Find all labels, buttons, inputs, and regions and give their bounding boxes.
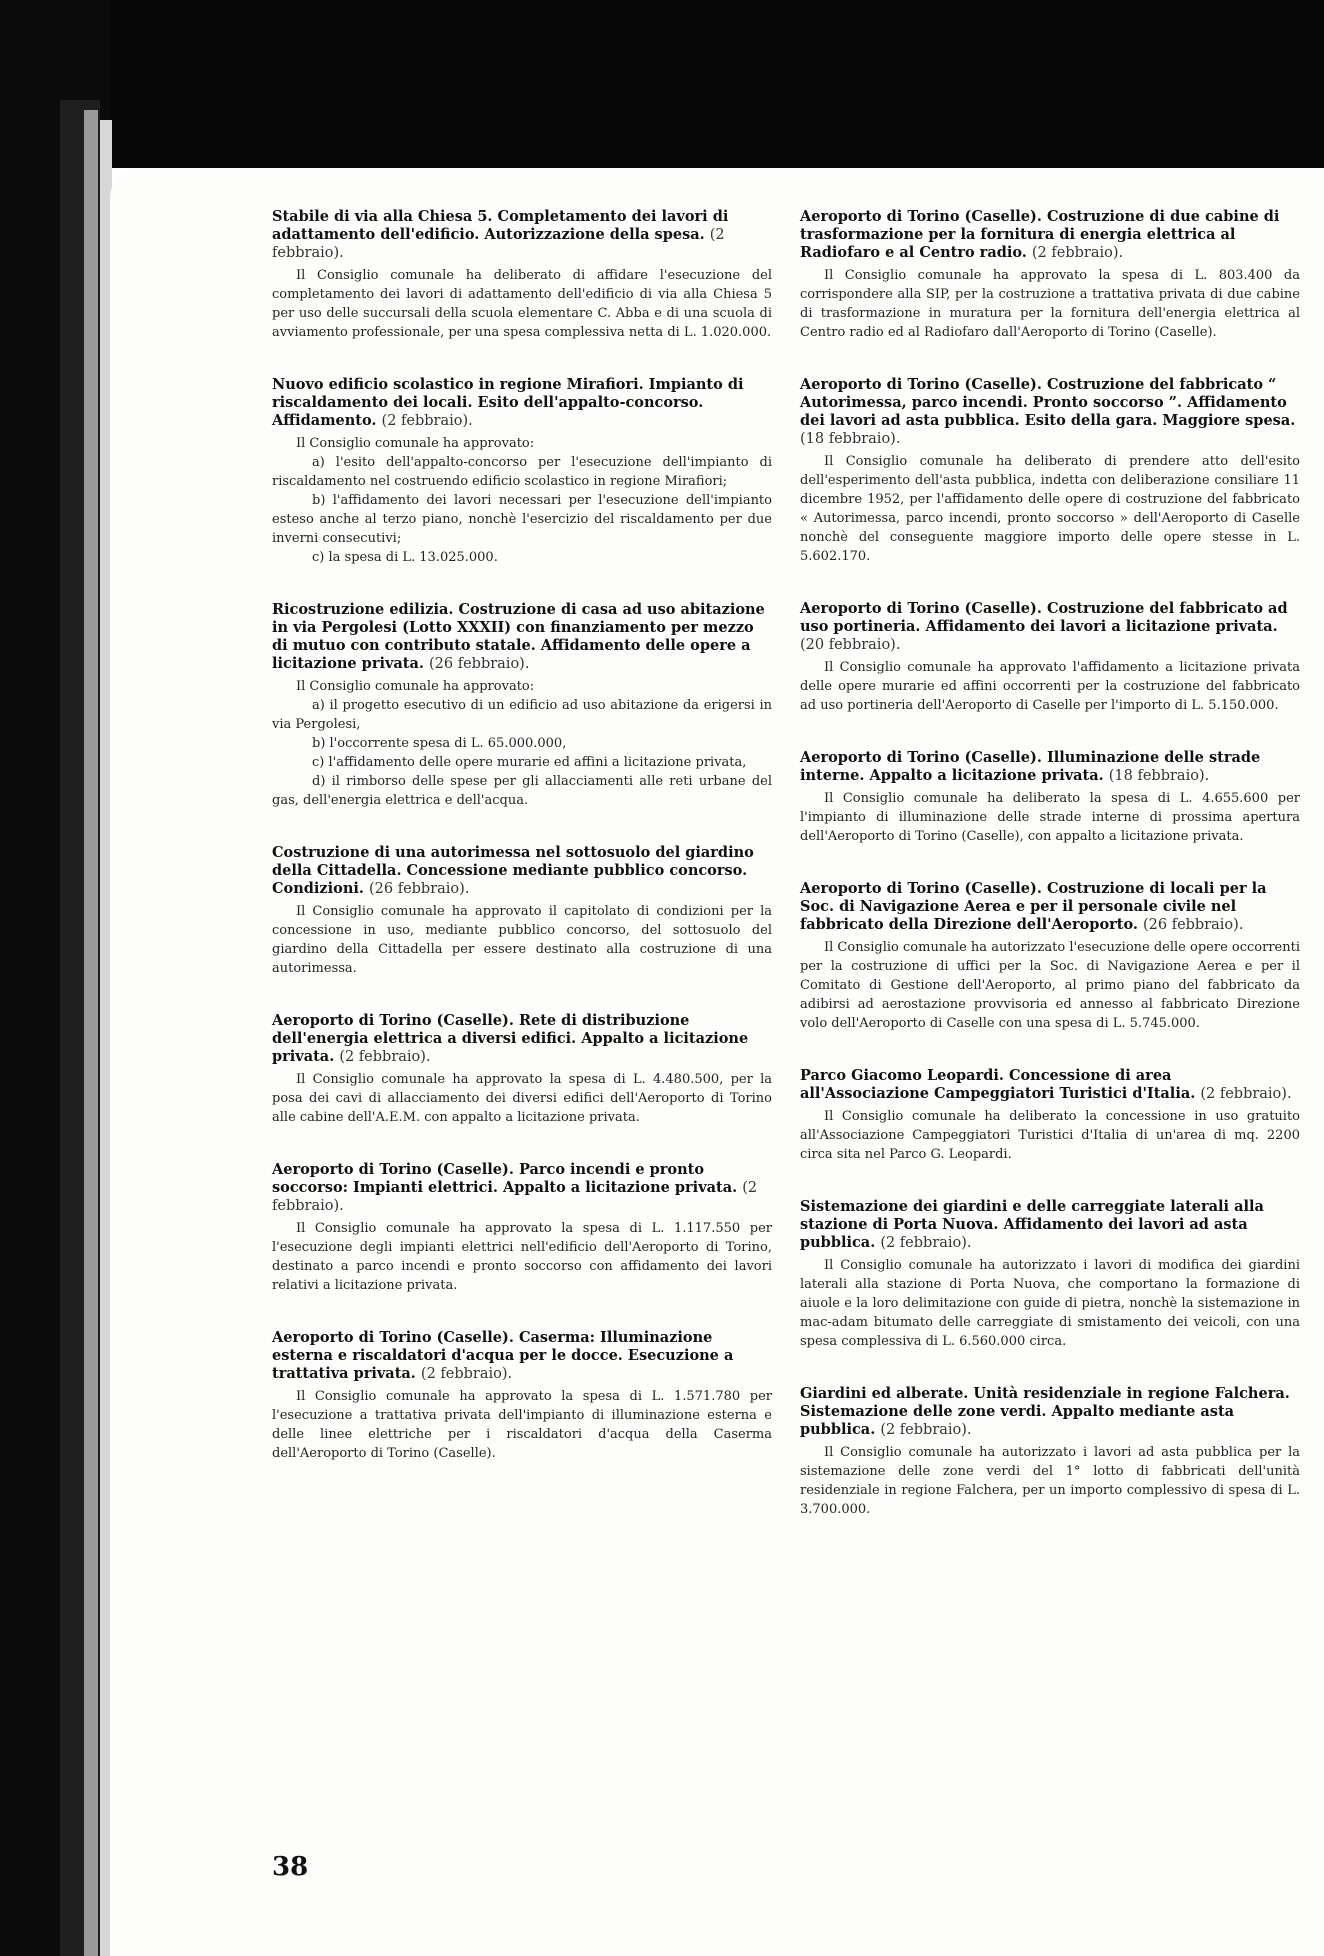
entry-date: (2 febbraio). [339,1049,431,1065]
entry-paragraph: a) il progetto esecutivo di un edificio ad uso abitazione da erigersi in via Pergolesi, [272,698,772,732]
entry [800,1385,1300,1519]
entry-heading [272,1012,772,1066]
entry-paragraph: Il Consiglio comunale ha deliberato la concessione in uso gratuito all'Associazione Campeggiatori Turistici d'Italia di un'area di mq. 2200 circa sita nel Parco G. Leopardi. [800,1109,1300,1162]
entry-paragraph: Il Consiglio comunale ha approvato: [296,436,535,451]
entry [272,601,772,810]
entry-heading [800,1198,1300,1252]
entry-title: Aeroporto di Torino (Caselle). Illuminazione delle strade interne. Appalto a licitazione privata. [800,749,1261,784]
entry-paragraph: Il Consiglio comunale ha approvato il capitolato di condizioni per la concessione in uso, mediante pubblico concorso, del sottosuolo del giardino della Cittadella per essere destinato alla costruzione di una autorimessa. [272,904,772,976]
entry-paragraph: Il Consiglio comunale ha approvato l'affidamento a licitazione privata delle opere murarie ed affini occorrenti per la costruzione del fabbricato ad uso portineria dell'Aeroporto di Caselle per l'importo di L. 5.150.000. [800,660,1300,713]
entry-date: (18 febbraio). [800,431,901,447]
entry-title: Aeroporto di Torino (Caselle). Costruzione del fabbricato ad uso portineria. Affidamento dei lavori a licitazione privata. [800,600,1288,635]
entry-date: (2 febbraio). [272,1180,758,1214]
entry-body [800,789,1300,846]
page-edge-gray [84,110,98,1956]
entry-paragraph: b) l'occorrente spesa di L. 65.000.000, [312,736,567,751]
entry-heading [272,376,772,430]
entry-heading [800,600,1300,654]
entry-body [800,452,1300,566]
entry-paragraph: Il Consiglio comunale ha approvato la spesa di L. 1.117.550 per l'esecuzione degli impianti elettrici nell'edificio dell'Aeroporto di Torino, destinato a parco incendi e pronto soccorso con affidamento dei lavori relativi a licitazione privata. [272,1221,772,1293]
entry-date: (2 febbraio). [420,1366,513,1382]
entry [272,1012,772,1127]
entry-paragraph: b) l'affidamento dei lavori necessari per l'esecuzione dell'impianto esteso anche al terzo piano, nonchè l'esercizio del riscaldamento per due inverni consecutivi; [272,493,772,546]
entry-paragraph: Il Consiglio comunale ha autorizzato i lavori ad asta pubblica per la sistemazione delle zone verdi del 1° lotto di fabbricati dell'unità residenziale in regione Falchera, per un importo complessivo di spesa di L. 3.700.000. [800,1445,1300,1517]
entry-body [272,902,772,978]
entry-paragraph: Il Consiglio comunale ha deliberato la spesa di L. 4.655.600 per l'impianto di illuminazione delle strade interne di prossima apertura dell'Aeroporto di Torino (Caselle), con appalto a licitazione privata. [800,791,1300,844]
entry-paragraph: Il Consiglio comunale ha approvato: [296,679,535,694]
entry-heading [800,880,1300,934]
entry-paragraph: c) l'affidamento delle opere murarie ed affini a licitazione privata, [312,755,747,770]
entry [272,208,772,342]
entry-date: (26 febbraio). [1142,917,1244,933]
entry-heading [800,1067,1300,1103]
scan-border-top [0,0,1324,168]
entry [272,376,772,567]
entry-title: Nuovo edificio scolastico in regione Mirafiori. Impianto di riscaldamento dei locali. Esito dell'appalto-concorso. Affidamento. [272,376,744,429]
entry-title: Aeroporto di Torino (Caselle). Costruzione di due cabine di trasformazione per la fornitura di energia elettrica al Radiofaro e al Centro radio. [800,208,1280,261]
page-number: 38 [272,1852,309,1882]
entry-body [800,938,1300,1033]
left-column [272,208,772,1497]
entry-body [800,658,1300,715]
entry [800,208,1300,342]
entry-body [272,1219,772,1295]
entry-title: Costruzione di una autorimessa nel sottosuolo del giardino della Cittadella. Concessione mediante pubblico concorso. Condizioni. [272,844,754,897]
entry [272,1161,772,1295]
entry-title: Aeroporto di Torino (Caselle). Costruzione del fabbricato “ Autorimessa, parco incendi. Pronto soccorso ”. Affidamento dei lavori ad asta pubblica. Esito della gara. Maggiore spesa. [800,376,1296,429]
entry-date: (26 febbraio). [429,656,530,672]
entry-title: Aeroporto di Torino (Caselle). Costruzione di locali per la Soc. di Navigazione Aerea e per il personale civile nel fabbricato della Direzione dell'Aeroporto. [800,880,1267,933]
entry-body [272,1387,772,1463]
entry-body [272,434,772,567]
entry-paragraph: d) il rimborso delle spese per gli allacciamenti alle reti urbane del gas, dell'energia elettrica e dell'acqua. [272,774,772,808]
entry-date: (26 febbraio). [368,881,470,897]
entry-paragraph: a) l'esito dell'appalto-concorso per l'esecuzione dell'impianto di riscaldamento nel costruendo edificio scolastico in regione Mirafiori; [272,455,772,489]
entry-paragraph: Il Consiglio comunale ha approvato la spesa di L. 803.400 da corrispondere alla SIP, per la costruzione a trattativa privata di due cabine di trasformazione in muratura per la fornitura dell'energia elettrica al Centro radio ed al Radiofaro dall'Aeroporto di Torino (Caselle). [800,268,1300,340]
entry [800,1198,1300,1351]
entry-title: Ricostruzione edilizia. Costruzione di casa ad uso abitazione in via Pergolesi (Lotto XXXII) con finanziamento per mezzo di mutuo con contributo statale. Affidamento delle opere a licitazione privata. [272,601,765,672]
entry-body [272,266,772,342]
entry-date: (18 febbraio). [1108,768,1210,784]
entry-heading [800,208,1300,262]
entry [800,376,1300,566]
entry-heading [800,1385,1300,1439]
entry-title: Stabile di via alla Chiesa 5. Completamento dei lavori di adattamento dell'edificio. Autorizzazione della spesa. [272,208,729,243]
entry-paragraph: Il Consiglio comunale ha approvato la spesa di L. 1.571.780 per l'esecuzione a trattativa privata dell'impianto di illuminazione esterna e delle linee elettriche per i riscaldatori d'acqua della Caserma dell'Aeroporto di Torino (Caselle). [272,1389,772,1461]
entry-date: (2 febbraio). [381,413,473,429]
entry-title: Aeroporto di Torino (Caselle). Parco incendi e pronto soccorso: Impianti elettrici. Appalto a licitazione privata. [272,1161,738,1196]
entry-title: Parco Giacomo Leopardi. Concessione di area all'Associazione Campeggiatori Turistici d'Italia. [800,1067,1196,1102]
entry-body [272,677,772,810]
entry [272,844,772,978]
entry-heading [800,749,1300,785]
entry [800,749,1300,846]
entry-body [800,1107,1300,1164]
entry-heading [800,376,1300,448]
entry-paragraph: Il Consiglio comunale ha autorizzato l'esecuzione delle opere occorrenti per la costruzione di uffici per la Soc. di Navigazione Aerea e per il Comitato di Gestione dell'Aeroporto, al primo piano del fabbricato da adibirsi ad aerostazione provvisoria ed annesso al fabbricato Direzione volo dell'Aeroporto di Caselle con una spesa di L. 5.745.000. [800,940,1300,1031]
entry-paragraph: Il Consiglio comunale ha deliberato di prendere atto dell'esito dell'esperimento dell'asta pubblica, indetta con deliberazione consiliare 11 dicembre 1952, per l'affidamento delle opere di costruzione del fabbricato « Autorimessa, parco incendi, pronto soccorso » dell'Aeroporto di Caselle nonchè del conseguente maggiore importo delle opere stesse in L. 5.602.170. [800,454,1300,564]
entry-title: Aeroporto di Torino (Caselle). Caserma: Illuminazione esterna e riscaldatori d'acqua per le docce. Esecuzione a trattativa privata. [272,1329,734,1382]
entry-paragraph: Il Consiglio comunale ha deliberato di affidare l'esecuzione del completamento dei lavori di adattamento dell'edificio di via alla Chiesa 5 per uso delle succursali della scuola elementare C. Abba e di una scuola di avviamento professionale, per una spesa complessiva netta di L. 1.020.000. [272,268,772,340]
entry [800,600,1300,715]
entry-title: Giardini ed alberate. Unità residenziale in regione Falchera. Sistemazione delle zone verdi. Appalto mediante asta pubblica. [800,1385,1290,1438]
entry-heading [272,208,772,262]
entry-date: (20 febbraio). [800,637,901,653]
entry-heading [272,1329,772,1383]
entry-body [272,1070,772,1127]
entry-heading [272,844,772,898]
entry-date: (2 febbraio). [1031,245,1124,261]
entry-body [800,1256,1300,1351]
entry [800,1067,1300,1164]
entry-paragraph: c) la spesa di L. 13.025.000. [312,550,498,565]
entry-date: (2 febbraio). [1200,1086,1292,1102]
entry-paragraph: Il Consiglio comunale ha approvato la spesa di L. 4.480.500, per la posa dei cavi di allacciamento dei diversi edifici dell'Aeroporto di Torino alle cabine dell'A.E.M. con appalto a licitazione privata. [272,1072,772,1125]
entry-heading [272,1161,772,1215]
entry-body [800,266,1300,342]
entry-title: Aeroporto di Torino (Caselle). Rete di distribuzione dell'energia elettrica a diversi edifici. Appalto a licitazione privata. [272,1012,749,1065]
entry [800,880,1300,1033]
entry-date: (2 febbraio). [272,227,725,261]
entry-body [800,1443,1300,1519]
entry-date: (2 febbraio). [880,1422,972,1438]
entry-date: (2 febbraio). [880,1235,972,1251]
right-column [800,208,1300,1553]
entry [272,1329,772,1463]
entry-paragraph: Il Consiglio comunale ha autorizzato i lavori di modifica dei giardini laterali alla stazione di Porta Nuova, che comportano la formazione di aiuole e la loro delimitazione con guide di pietra, nonchè la sistemazione in mac-adam bitumato delle carreggiate di smistamento dei veicoli, con una spesa complessiva di L. 6.560.000 circa. [800,1258,1300,1349]
entry-heading [272,601,772,673]
entry-title: Sistemazione dei giardini e delle carreggiate laterali alla stazione di Porta Nuova. Affidamento dei lavori ad asta pubblica. [800,1198,1264,1251]
